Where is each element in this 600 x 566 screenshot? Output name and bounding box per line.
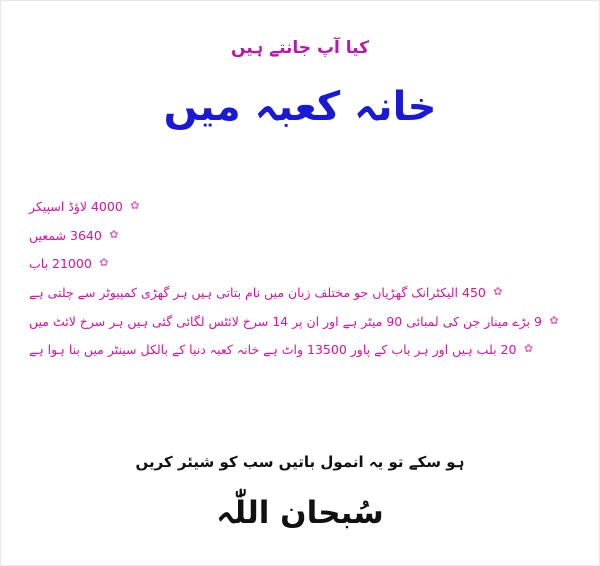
flower-bullet-icon: ✿ (549, 313, 559, 327)
facts-list (29, 199, 571, 371)
flower-bullet-icon: ✿ (523, 342, 534, 356)
list-item-label: 21000 باب (29, 256, 92, 272)
flower-bullet-icon: ✿ (130, 199, 140, 212)
list-item (29, 228, 571, 244)
list-item-label: 3640 شمعیں (29, 227, 102, 243)
list-item-label: 9 بڑے مینار جن کی لمبائی 90 میٹر ہے اور ان پر 14 سرخ لائٹس لگائی گئی ہیں ہر سرخ لائٹ میں (29, 313, 542, 329)
list-item-label: 4000 لاؤڈ اسپیکر (29, 199, 123, 214)
share-message: ہو سکے تو یہ انمول باتیں سب کو شیئر کریں (135, 453, 465, 471)
document-header (1, 1, 599, 131)
list-item (29, 199, 571, 215)
page-title: خانہ کعبہ میں (163, 84, 437, 131)
list-item-label: 20 بلب ہیں اور ہر باب کے پاور 13500 واٹ ہے خانہ کعبہ دنیا کے بالکل سینٹر میں بنا ہوا ہے (29, 342, 517, 358)
list-item (29, 256, 571, 272)
list-item-label: 450 الیکٹرانک گھڑیاں جو مختلف زبان میں نام بتاتی ہیں ہر گھڑی کمپیوٹر سے چلتی ہے (29, 284, 486, 300)
closing-text: سُبحان اللّٰہ (216, 495, 384, 531)
list-item (29, 314, 571, 330)
flower-bullet-icon: ✿ (493, 284, 503, 298)
list-item (29, 285, 571, 301)
flower-bullet-icon: ✿ (109, 227, 119, 241)
kicker-text: کیا آپ جانتے ہیں (231, 38, 369, 58)
document-footer (1, 453, 599, 531)
flower-bullet-icon: ✿ (99, 256, 109, 270)
list-item (29, 342, 571, 358)
